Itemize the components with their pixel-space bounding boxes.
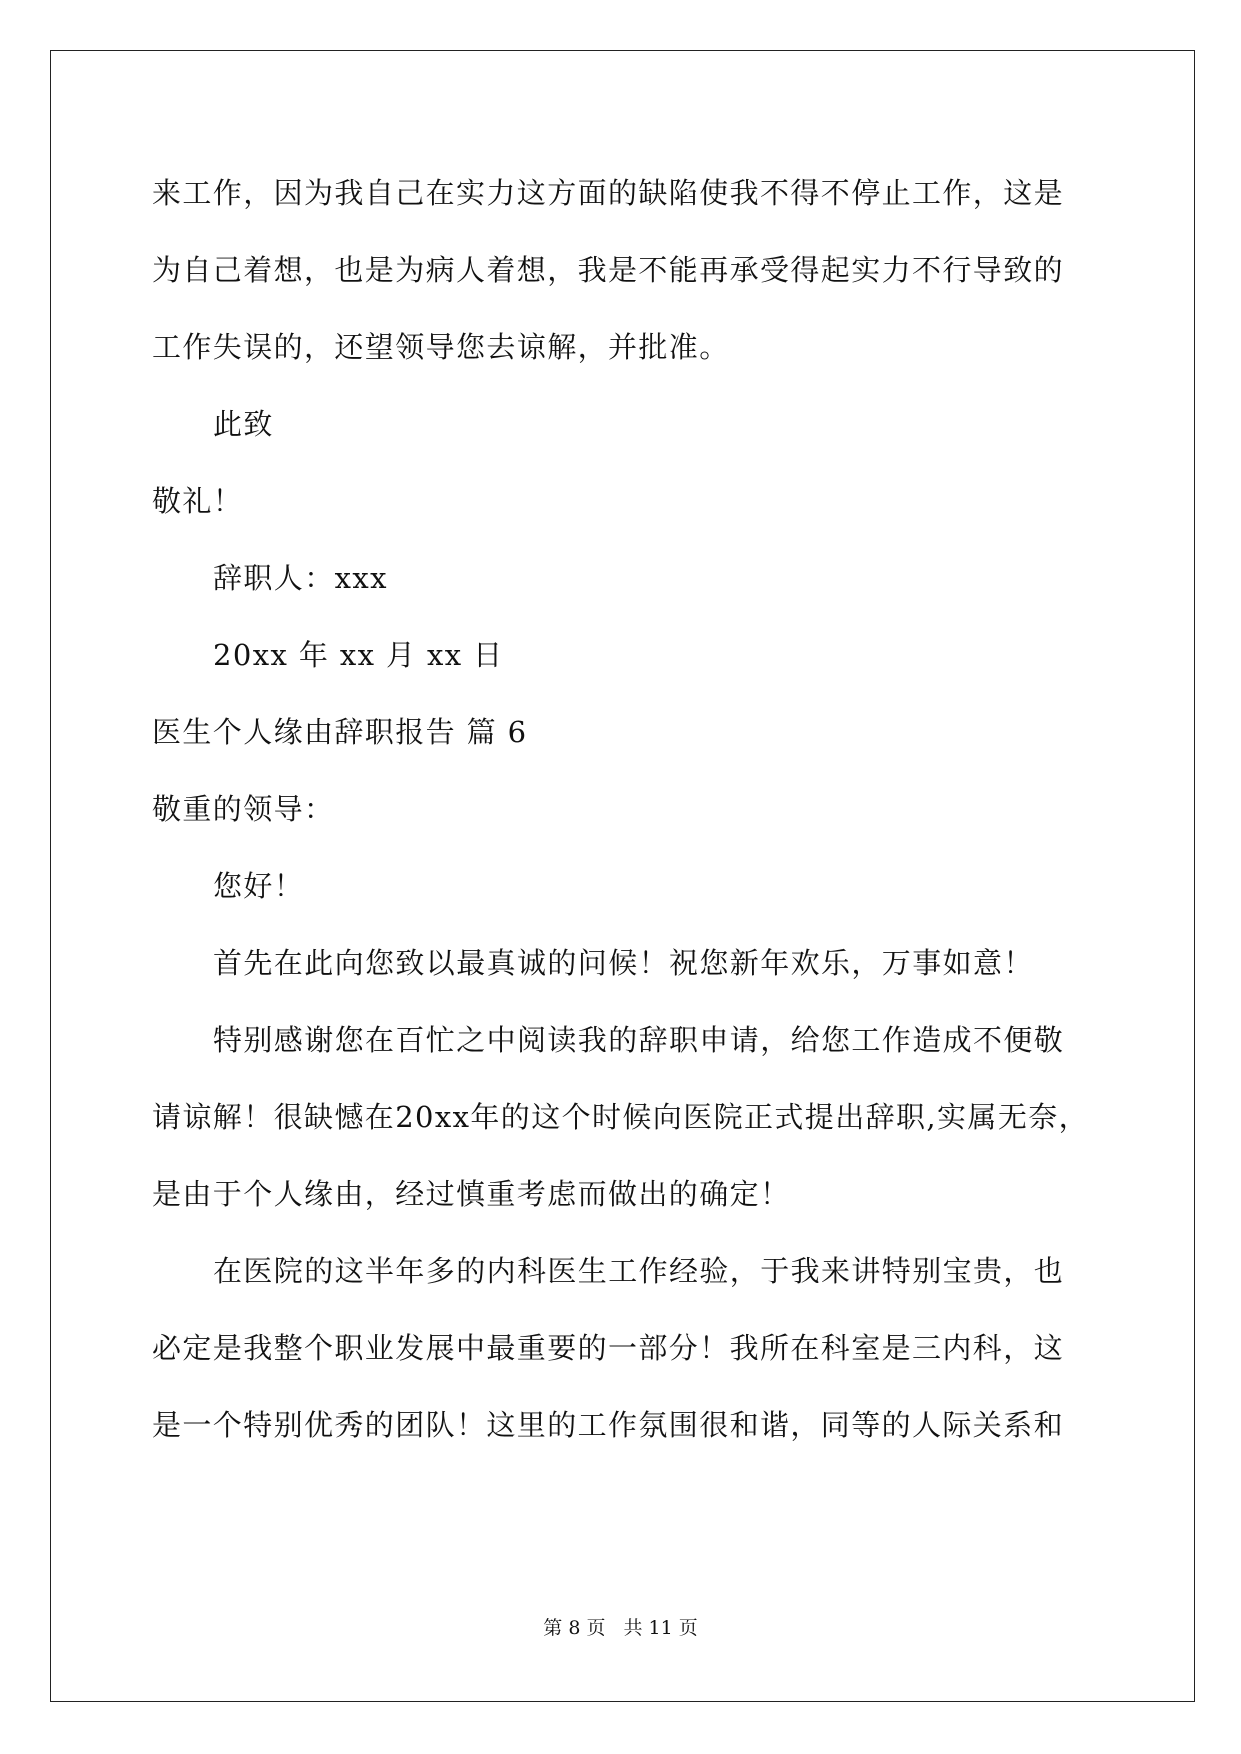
body-line: 为自己着想，也是为病人着想，我是不能再承受得起实力不行导致的 (152, 253, 1065, 287)
addressee-line: 敬重的领导： (152, 792, 335, 826)
salutation-closing: 敬礼！ (152, 484, 244, 518)
page-number: 第 8 页 (543, 1617, 606, 1639)
signature-line: 辞职人：xxx (213, 561, 388, 595)
date-line: 20xx 年 xx 月 xx 日 (213, 638, 504, 672)
body-line: 在医院的这半年多的内科医生工作经验，于我来讲特别宝贵，也 (213, 1254, 1065, 1288)
body-line: 请谅解！很缺憾在20xx年的这个时候向医院正式提出辞职,实属无奈， (152, 1100, 1090, 1134)
page-footer (0, 1616, 1241, 1640)
body-line: 是一个特别优秀的团队！这里的工作氛围很和谐，同等的人际关系和 (152, 1408, 1065, 1442)
section-heading: 医生个人缘由辞职报告 篇 6 (152, 715, 528, 749)
body-line: 来工作，因为我自己在实力这方面的缺陷使我不得不停止工作，这是 (152, 176, 1065, 210)
body-line: 工作失误的，还望领导您去谅解，并批准。 (152, 330, 730, 364)
body-line: 首先在此向您致以最真诚的问候！祝您新年欢乐，万事如意！ (213, 946, 1034, 980)
body-line: 特别感谢您在百忙之中阅读我的辞职申请，给您工作造成不便敬 (213, 1023, 1065, 1057)
page-total: 共 11 页 (623, 1617, 698, 1639)
body-line: 是由于个人缘由，经过慎重考虑而做出的确定！ (152, 1177, 791, 1211)
closing-phrase: 此致 (213, 407, 274, 441)
greeting-line: 您好！ (213, 869, 305, 903)
body-line: 必定是我整个职业发展中最重要的一部分！我所在科室是三内科，这 (152, 1331, 1065, 1365)
